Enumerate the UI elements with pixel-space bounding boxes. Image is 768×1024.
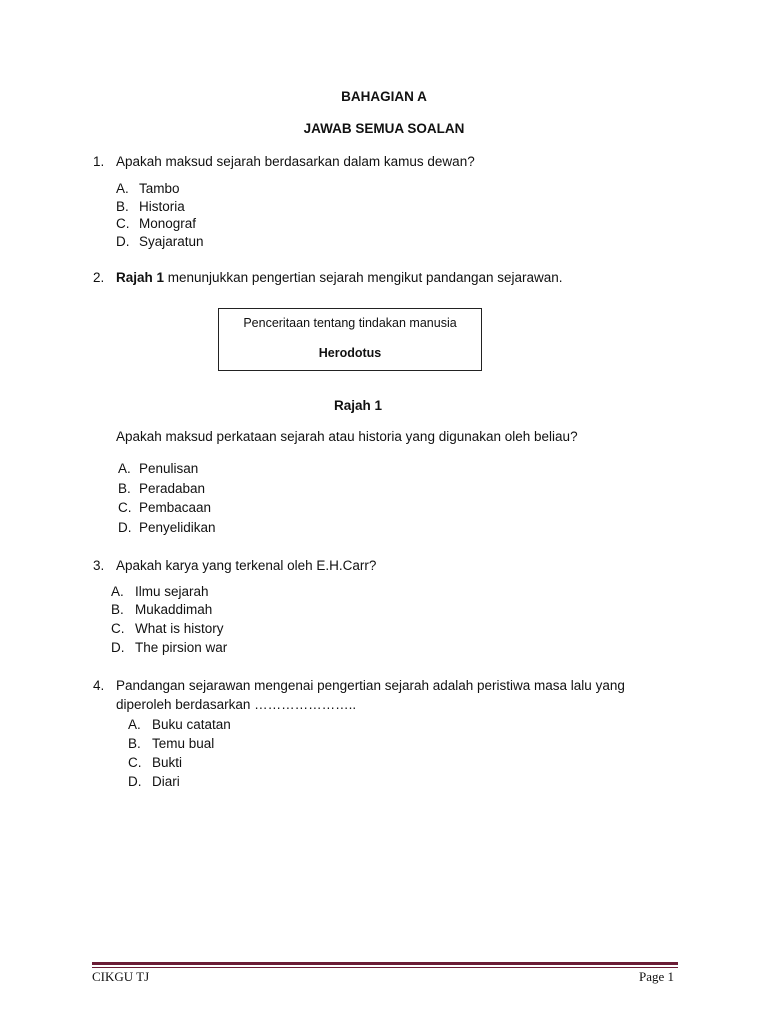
question-number: 3. bbox=[93, 558, 105, 573]
option-letter: C. bbox=[118, 500, 132, 515]
page-number: Page 1 bbox=[638, 969, 674, 984]
option-text: Penulisan bbox=[139, 461, 199, 476]
question-number: 4. bbox=[93, 678, 105, 693]
option-letter: D. bbox=[128, 774, 142, 789]
option-letter: C. bbox=[116, 216, 130, 231]
figure-line-1: Penceritaan tentang tindakan manusia bbox=[243, 316, 457, 330]
option-letter: D. bbox=[118, 520, 132, 535]
option-text: Monograf bbox=[139, 216, 197, 231]
option-text: Syajaratun bbox=[139, 234, 204, 249]
section-title: BAHAGIAN A bbox=[341, 89, 427, 104]
figure-caption: Rajah 1 bbox=[333, 398, 383, 413]
option-text: Mukaddimah bbox=[135, 602, 213, 617]
question-number: 2. bbox=[93, 270, 105, 285]
question-text bbox=[116, 270, 563, 285]
option-letter: A. bbox=[116, 181, 129, 196]
footer-rule-thin bbox=[92, 967, 678, 968]
option-letter: C. bbox=[111, 621, 125, 636]
footer-rule-thick bbox=[92, 962, 678, 965]
option-text: Temu bual bbox=[152, 736, 215, 751]
option-letter: D. bbox=[111, 640, 125, 655]
option-letter: B. bbox=[111, 602, 124, 617]
option-text: Penyelidikan bbox=[139, 520, 216, 535]
question-text: Apakah karya yang terkenal oleh E.H.Carr? bbox=[116, 558, 377, 573]
question-text: Apakah maksud sejarah berdasarkan dalam kamus dewan? bbox=[116, 154, 475, 169]
option-text: Ilmu sejarah bbox=[135, 584, 209, 599]
question-text: Pandangan sejarawan mengenai pengertian sejarah adalah peristiwa masa lalu yang bbox=[116, 678, 625, 693]
option-text: Buku catatan bbox=[152, 717, 231, 732]
option-text: What is history bbox=[135, 621, 224, 636]
option-text: The pirsion war bbox=[135, 640, 228, 655]
question-subtext: Apakah maksud perkataan sejarah atau historia yang digunakan oleh beliau? bbox=[116, 429, 578, 444]
option-text: Pembacaan bbox=[139, 500, 212, 515]
question-number: 1. bbox=[93, 154, 105, 169]
option-text: Peradaban bbox=[139, 481, 206, 496]
option-text: Diari bbox=[152, 774, 180, 789]
option-letter: A. bbox=[111, 584, 124, 599]
option-letter: A. bbox=[118, 461, 131, 476]
option-letter: B. bbox=[118, 481, 131, 496]
footer-author: CIKGU TJ bbox=[92, 969, 150, 984]
option-letter: B. bbox=[128, 736, 141, 751]
option-letter: D. bbox=[116, 234, 130, 249]
option-letter: C. bbox=[128, 755, 142, 770]
option-text: Tambo bbox=[139, 181, 180, 196]
figure-reference: Rajah 1 bbox=[116, 270, 165, 285]
instruction-title: JAWAB SEMUA SOALAN bbox=[303, 121, 465, 136]
option-letter: A. bbox=[128, 717, 141, 732]
figure-box bbox=[218, 308, 482, 371]
option-text: Historia bbox=[139, 199, 185, 214]
question-text-line-2: diperoleh berdasarkan ………………….. bbox=[116, 697, 357, 712]
question-text-rest: menunjukkan pengertian sejarah mengikut pandangan sejarawan. bbox=[164, 270, 563, 285]
figure-line-2: Herodotus bbox=[318, 346, 382, 360]
option-letter: B. bbox=[116, 199, 129, 214]
option-text: Bukti bbox=[152, 755, 183, 770]
